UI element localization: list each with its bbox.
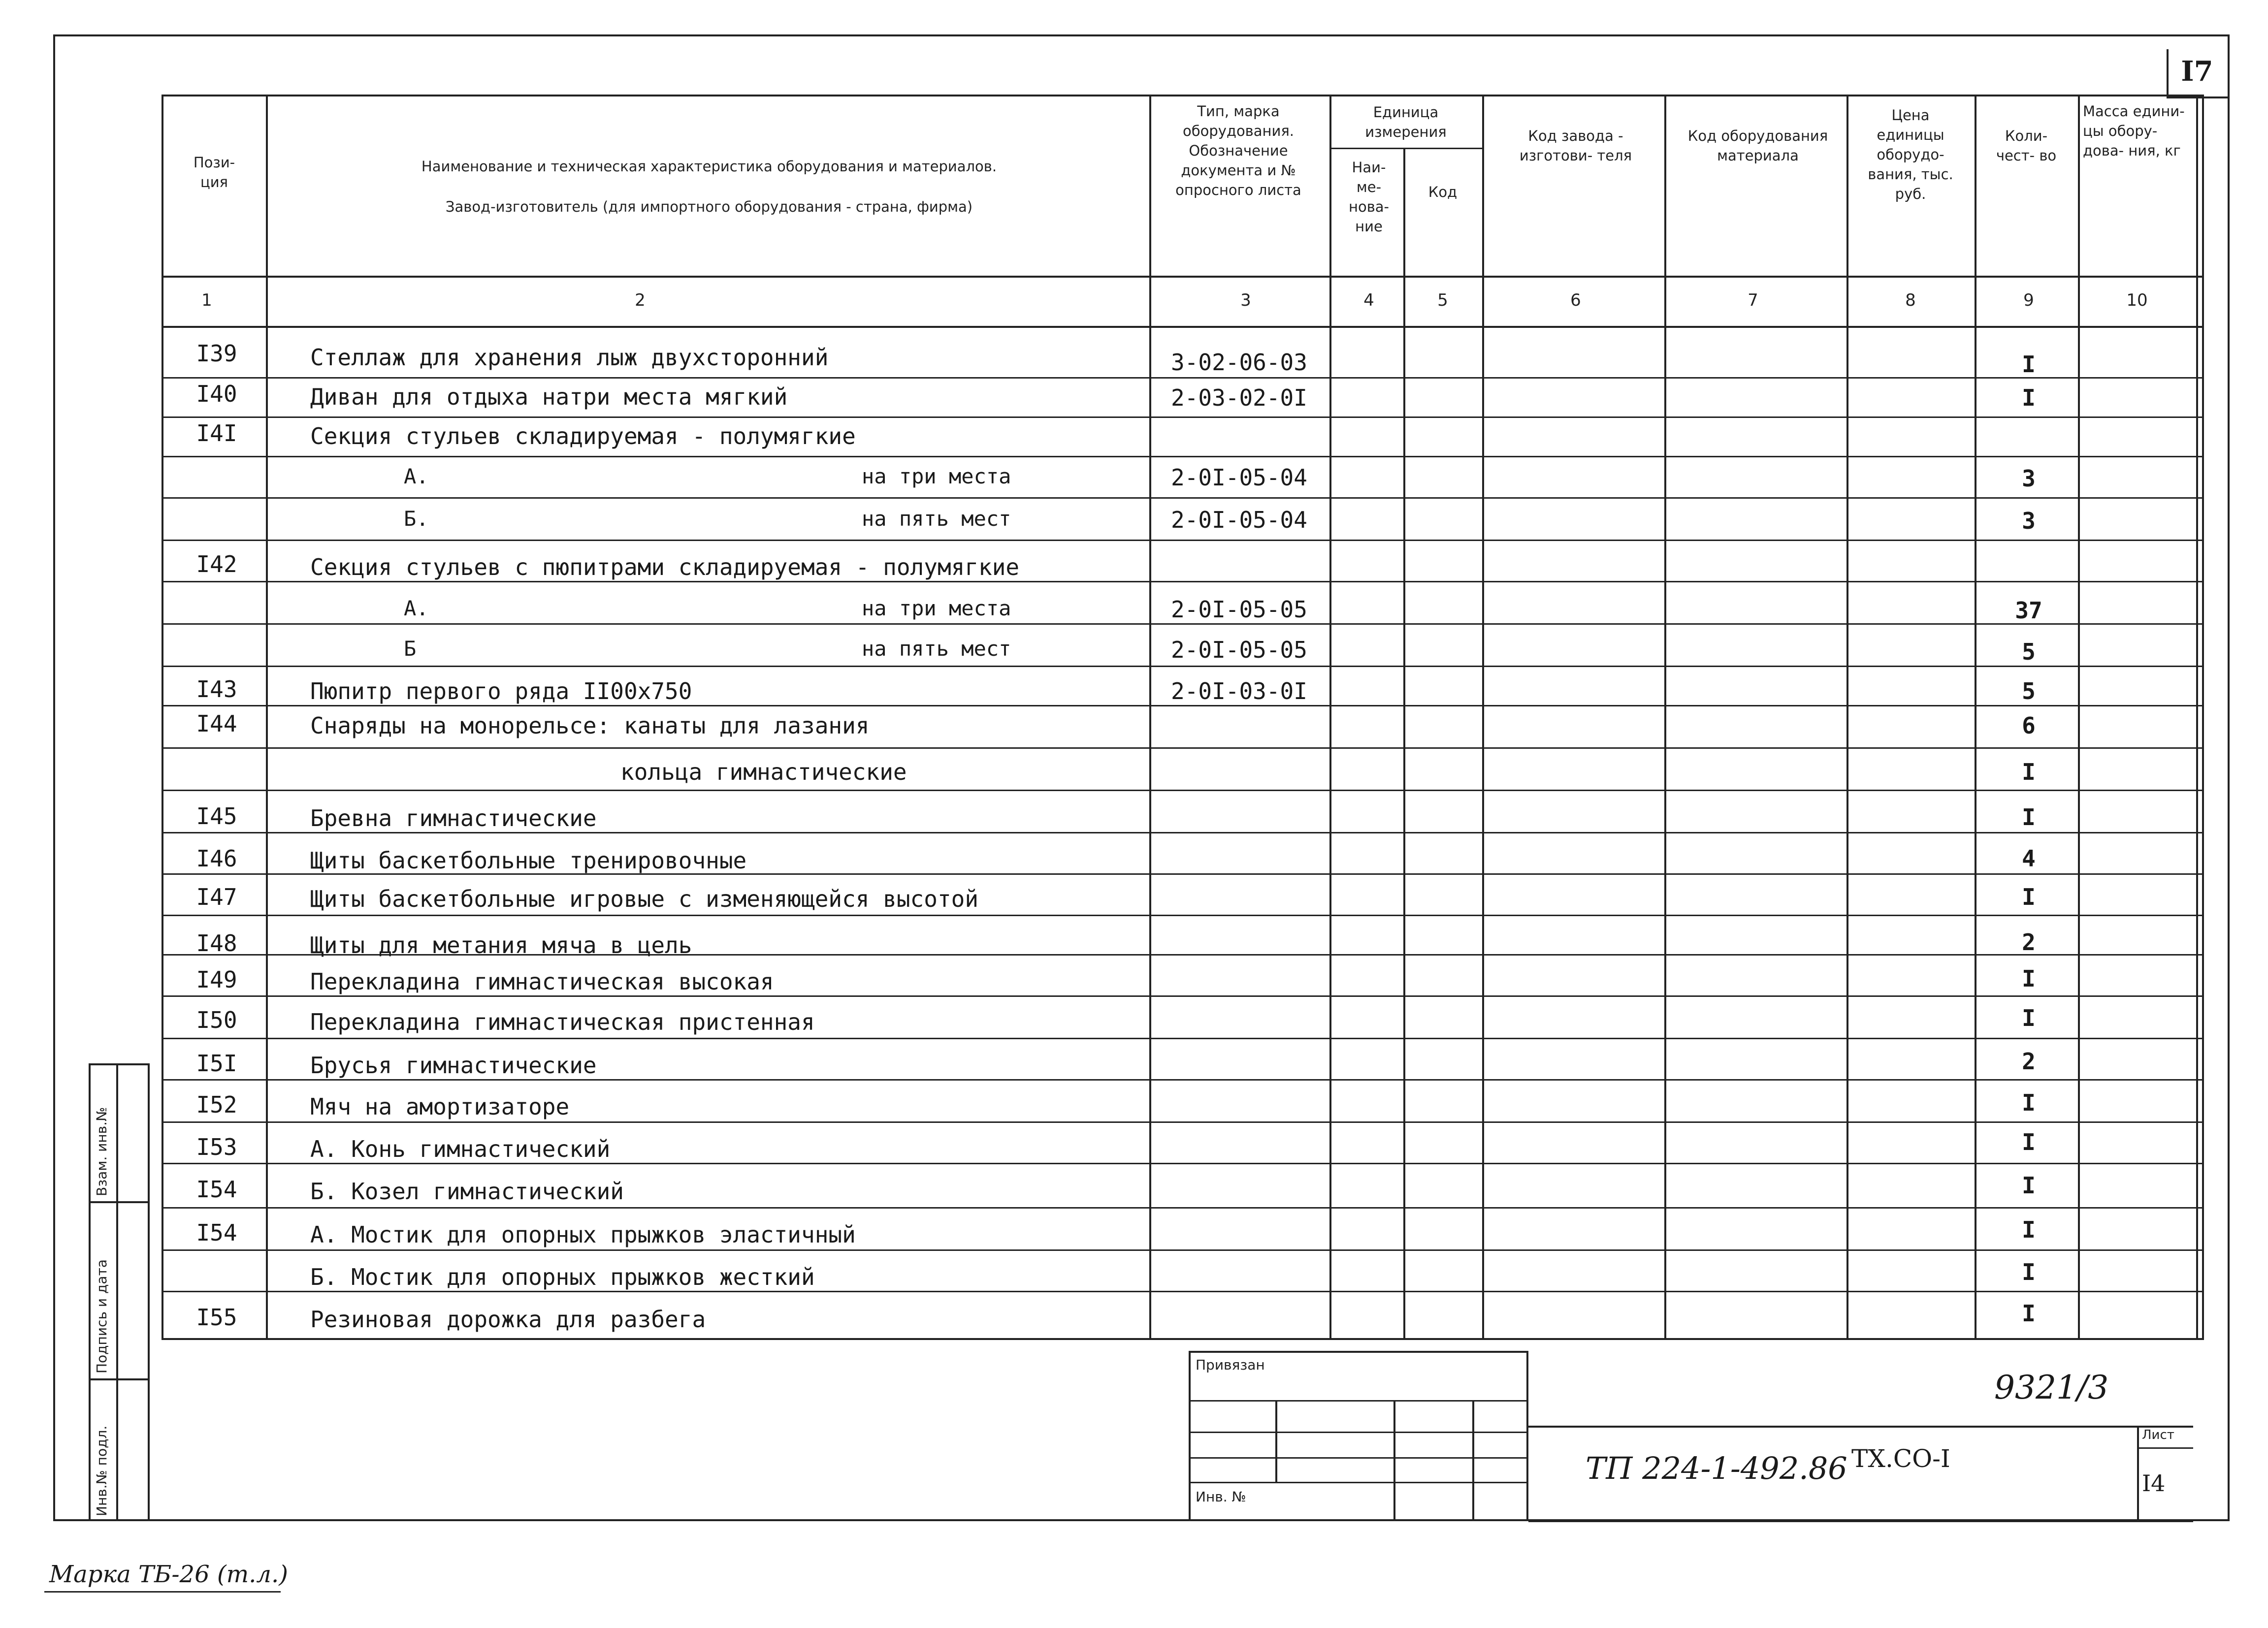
row-quantity: I bbox=[2022, 1172, 2036, 1199]
row-quantity: I bbox=[2022, 884, 2036, 910]
row-rule bbox=[162, 705, 2204, 706]
row-name-right: на три места bbox=[862, 596, 1011, 620]
header-unit: Единица измерения bbox=[1365, 104, 1447, 140]
row-name: Мяч на амортизаторе bbox=[310, 1093, 570, 1120]
row-rule bbox=[162, 1207, 2204, 1209]
row-quantity: I bbox=[2022, 965, 2036, 992]
title-block-rule bbox=[1189, 1400, 1528, 1402]
row-name-right: на пять мест bbox=[862, 637, 1011, 661]
row-position: I46 bbox=[196, 845, 237, 872]
colnum-6: 6 bbox=[1570, 290, 1581, 310]
doc-code: ТХ.СО-I bbox=[1851, 1444, 1950, 1473]
row-quantity: 3 bbox=[2022, 465, 2036, 492]
col-line-10 bbox=[2196, 95, 2198, 1340]
row-quantity: I bbox=[2022, 759, 2036, 785]
row-rule bbox=[162, 416, 2204, 418]
row-position: I45 bbox=[196, 803, 237, 830]
row-name: Пюпитр первого ряда II00х750 bbox=[310, 678, 692, 704]
header-name-line2: Завод-изготовитель (для импортного оборудования - страна, фирма) bbox=[445, 198, 973, 215]
row-doc: 2-0I-05-04 bbox=[1171, 507, 1307, 533]
list-label: Лист bbox=[2142, 1428, 2174, 1442]
stamp-top-rule bbox=[1528, 1426, 2193, 1428]
row-position: I50 bbox=[196, 1007, 237, 1033]
row-name: Резиновая дорожка для разбега bbox=[310, 1306, 706, 1333]
row-rule bbox=[162, 790, 2204, 791]
col-line-6 bbox=[1664, 95, 1666, 1340]
title-block-rule bbox=[1189, 1432, 1528, 1433]
colnum-7: 7 bbox=[1748, 290, 1758, 310]
col-line-3 bbox=[1329, 95, 1331, 1340]
header-mass: Масса едини- цы обору- дова- ния, кг bbox=[2083, 103, 2185, 159]
row-position: I44 bbox=[196, 710, 237, 737]
row-rule bbox=[162, 497, 2204, 499]
row-name: Щиты для метания мяча в цель bbox=[310, 932, 692, 958]
row-rule bbox=[162, 995, 2204, 997]
row-quantity: I bbox=[2022, 384, 2036, 411]
header-factory-code: Код завода - изготови- теля bbox=[1519, 128, 1632, 164]
title-block-divider bbox=[1275, 1400, 1277, 1482]
side-stamp-podpis: Подпись и дата bbox=[94, 1259, 110, 1373]
row-position: I47 bbox=[196, 884, 237, 910]
col-line-4 bbox=[1403, 148, 1405, 1340]
side-stamp-rule bbox=[89, 1378, 150, 1380]
row-name-right: на три места bbox=[862, 464, 1011, 488]
row-position: I48 bbox=[196, 930, 237, 957]
colnum-8: 8 bbox=[1905, 290, 1916, 310]
colnum-10: 10 bbox=[2126, 290, 2148, 310]
header-rule bbox=[162, 276, 2204, 278]
row-name: Секция стульев складируемая - полумягкие bbox=[310, 423, 856, 449]
row-name: Стеллаж для хранения лыж двухсторонний bbox=[310, 344, 829, 371]
row-rule bbox=[162, 1163, 2204, 1164]
side-stamp-inv: Инв.№ подл. bbox=[94, 1425, 110, 1516]
row-name: Б. bbox=[404, 507, 429, 531]
row-position: I49 bbox=[196, 966, 237, 993]
row-quantity: I bbox=[2022, 804, 2036, 830]
row-name: А. bbox=[404, 596, 429, 620]
row-quantity: I bbox=[2022, 1216, 2036, 1243]
header-unit-name: Наи- ме- нова- ние bbox=[1348, 159, 1390, 235]
side-stamp-divider bbox=[116, 1063, 118, 1521]
row-name: кольца гимнастические bbox=[620, 759, 907, 785]
row-rule bbox=[162, 666, 2204, 667]
sheet-number: I7 bbox=[2181, 55, 2213, 88]
inv-no-label: Инв. № bbox=[1196, 1489, 1246, 1505]
title-block-rule bbox=[1189, 1457, 1528, 1459]
row-name: Б. Козел гимнастический bbox=[310, 1178, 624, 1205]
col-line-2 bbox=[1149, 95, 1151, 1340]
row-quantity: I bbox=[2022, 1259, 2036, 1285]
header-price: Цена единицы оборудо- вания, тыс. руб. bbox=[1868, 107, 1953, 202]
row-quantity: 2 bbox=[2022, 1048, 2036, 1075]
row-position: I53 bbox=[196, 1134, 237, 1160]
header-equipment-code: Код оборудования материала bbox=[1687, 128, 1828, 164]
row-name-right: на пять мест bbox=[862, 507, 1011, 531]
side-stamp-rule bbox=[89, 1201, 150, 1203]
row-quantity: I bbox=[2022, 1300, 2036, 1327]
row-name: Перекладина гимнастическая высокая bbox=[310, 968, 774, 995]
row-rule bbox=[162, 1291, 2204, 1292]
colnum-rule bbox=[162, 326, 2204, 328]
col-line-8 bbox=[1975, 95, 1976, 1340]
row-rule bbox=[162, 377, 2204, 379]
row-name: Б bbox=[404, 637, 417, 661]
row-quantity: 4 bbox=[2022, 845, 2036, 872]
header-name-line1: Наименование и техническая характеристика оборудования и материалов. bbox=[421, 158, 997, 175]
row-rule bbox=[162, 623, 2204, 625]
colnum-3: 3 bbox=[1240, 290, 1251, 310]
row-name: Секция стульев с пюпитрами складируемая - полумягкие bbox=[310, 554, 1020, 580]
project-code: ТП 224-1-492.86 bbox=[1586, 1450, 1847, 1486]
footer-rule bbox=[44, 1591, 281, 1593]
stamp-list-divider bbox=[2137, 1426, 2139, 1521]
col-line-5 bbox=[1482, 95, 1484, 1340]
col-line-9 bbox=[2078, 95, 2080, 1340]
row-name: Щиты баскетбольные тренировочные bbox=[310, 847, 747, 874]
stamp-list-rule bbox=[2137, 1447, 2193, 1449]
row-name: Диван для отдыха натри места мягкий bbox=[310, 383, 788, 410]
header-quantity: Коли- чест- во bbox=[1996, 128, 2057, 164]
footer-mark: Марка ТБ-26 (т.л.) bbox=[49, 1561, 288, 1588]
row-name: Щиты баскетбольные игровые с изменяющейся высотой bbox=[310, 886, 979, 912]
row-name: А. bbox=[404, 464, 429, 488]
colnum-9: 9 bbox=[2023, 290, 2034, 310]
header-position: Пози- ция bbox=[193, 154, 235, 191]
privyazan-label: Привязан bbox=[1196, 1357, 1265, 1373]
row-position: I39 bbox=[196, 340, 237, 367]
row-rule bbox=[162, 456, 2204, 457]
row-quantity: 2 bbox=[2022, 929, 2036, 956]
row-quantity: I bbox=[2022, 1005, 2036, 1031]
row-position: I55 bbox=[196, 1304, 237, 1331]
row-rule bbox=[162, 832, 2204, 833]
row-rule bbox=[162, 540, 2204, 541]
row-doc: 2-0I-05-05 bbox=[1171, 637, 1307, 663]
title-block-rule bbox=[1189, 1482, 1528, 1483]
row-position: I54 bbox=[196, 1176, 237, 1203]
header-type: Тип, марка оборудования. Обозначение документа и № опросного листа bbox=[1175, 103, 1301, 198]
row-position: I4I bbox=[196, 420, 237, 447]
col-line-1 bbox=[266, 95, 268, 1340]
row-quantity: 3 bbox=[2022, 508, 2036, 534]
row-rule bbox=[162, 1121, 2204, 1123]
order-number: 9321/3 bbox=[1994, 1369, 2109, 1406]
row-name: Бревна гимнастические bbox=[310, 805, 597, 831]
row-quantity: 37 bbox=[2015, 597, 2042, 624]
row-position: I42 bbox=[196, 551, 237, 577]
row-rule bbox=[162, 581, 2204, 582]
row-quantity: 6 bbox=[2022, 712, 2036, 739]
row-position: I43 bbox=[196, 676, 237, 702]
row-name: Перекладина гимнастическая пристенная bbox=[310, 1009, 815, 1035]
row-name: А. Мостик для опорных прыжков эластичный bbox=[310, 1221, 856, 1248]
stamp-bottom-rule bbox=[1528, 1520, 2193, 1522]
colnum-5: 5 bbox=[1437, 290, 1448, 310]
row-quantity: 5 bbox=[2022, 638, 2036, 665]
row-quantity: 5 bbox=[2022, 678, 2036, 704]
colnum-4: 4 bbox=[1363, 290, 1374, 310]
colnum-2: 2 bbox=[635, 290, 646, 310]
row-name: А. Конь гимнастический bbox=[310, 1136, 611, 1162]
row-rule bbox=[162, 915, 2204, 916]
col-line-7 bbox=[1847, 95, 1848, 1340]
row-doc: 2-0I-05-05 bbox=[1171, 596, 1307, 623]
unit-sub-rule bbox=[1329, 148, 1482, 149]
row-rule bbox=[162, 747, 2204, 749]
row-doc: 2-0I-03-0I bbox=[1171, 678, 1307, 704]
row-quantity: I bbox=[2022, 1129, 2036, 1155]
row-quantity: I bbox=[2022, 351, 2036, 378]
list-number: I4 bbox=[2142, 1470, 2166, 1497]
title-block-divider bbox=[1472, 1400, 1474, 1521]
row-doc: 2-03-02-0I bbox=[1171, 384, 1307, 411]
row-position: I52 bbox=[196, 1091, 237, 1118]
row-name: Брусья гимнастические bbox=[310, 1052, 597, 1079]
row-position: I5I bbox=[196, 1050, 237, 1077]
side-stamp-zam: Взам. инв.№ bbox=[94, 1107, 110, 1196]
row-name: Снаряды на монорельсе: канаты для лазания bbox=[310, 712, 870, 739]
row-doc: 2-0I-05-04 bbox=[1171, 464, 1307, 491]
row-position: I40 bbox=[196, 381, 237, 407]
row-position: I54 bbox=[196, 1219, 237, 1246]
row-name: Б. Мостик для опорных прыжков жесткий bbox=[310, 1264, 815, 1290]
header-unit-code: Код bbox=[1428, 184, 1458, 200]
row-quantity: I bbox=[2022, 1089, 2036, 1116]
colnum-1: 1 bbox=[201, 290, 212, 310]
row-rule bbox=[162, 1038, 2204, 1039]
row-rule bbox=[162, 1249, 2204, 1251]
title-block-divider bbox=[1393, 1400, 1395, 1521]
row-rule bbox=[162, 1079, 2204, 1081]
row-doc: 3-02-06-03 bbox=[1171, 349, 1307, 376]
